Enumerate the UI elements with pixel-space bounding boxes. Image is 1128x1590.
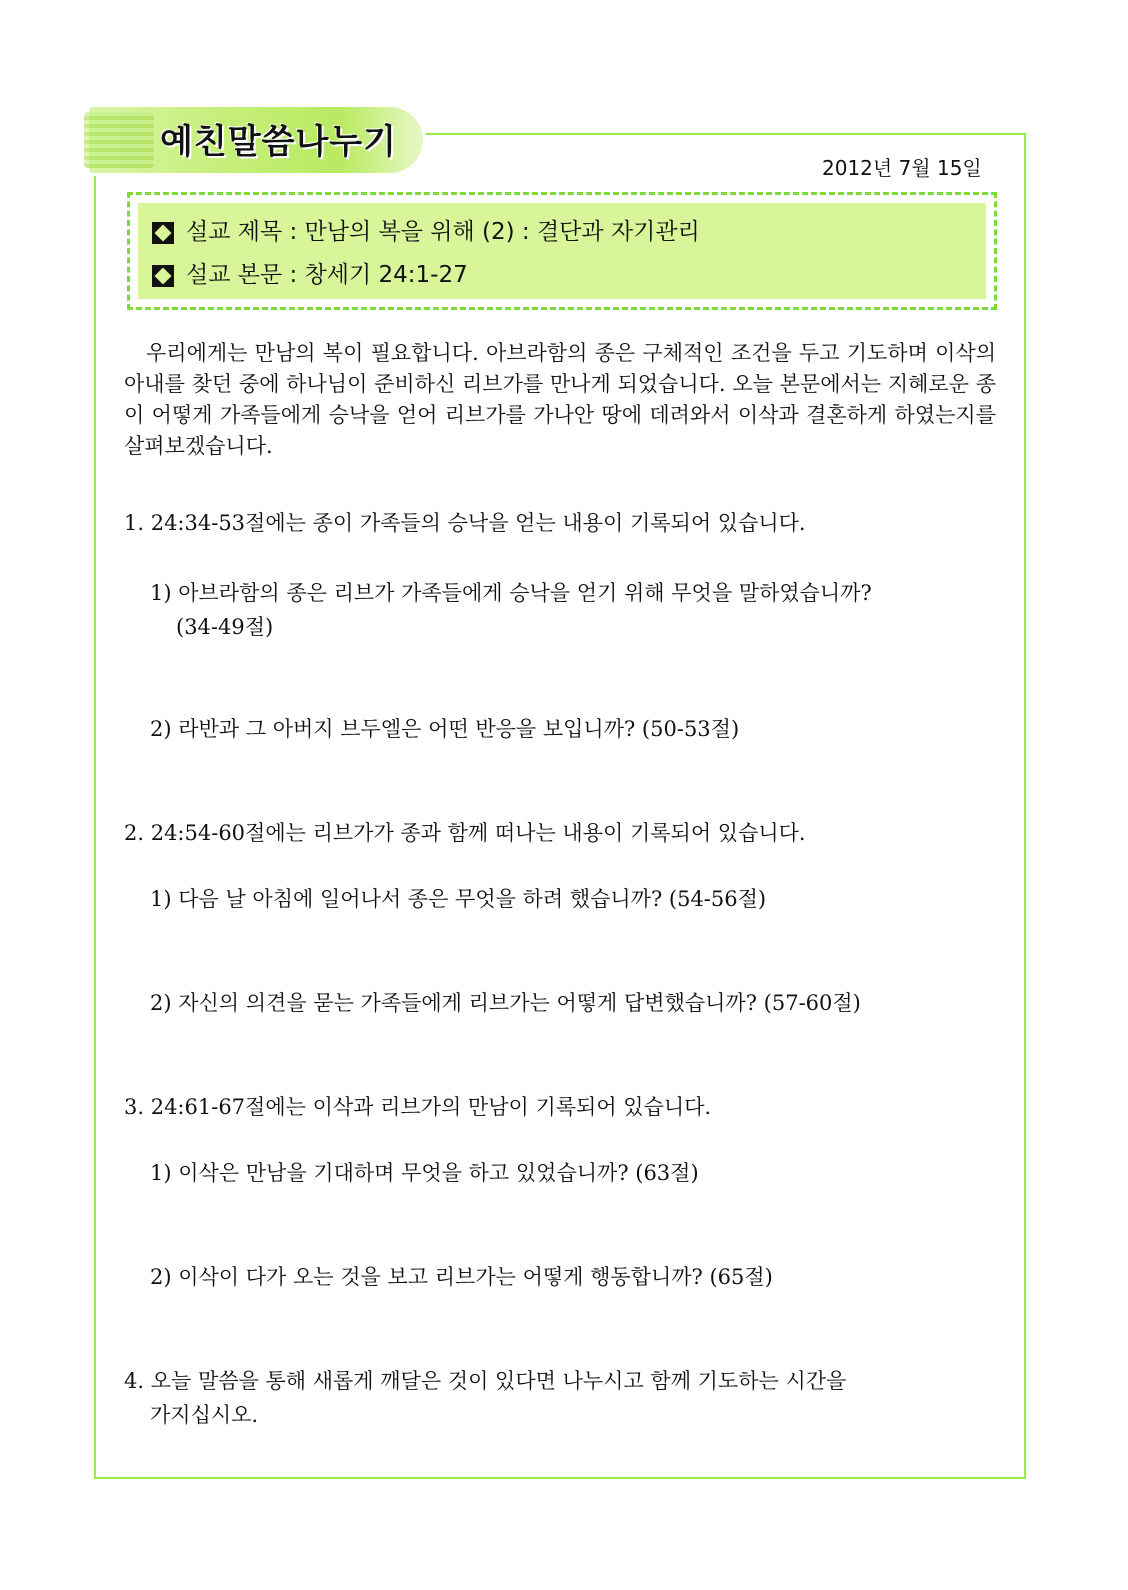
page-title: 예친말씀나누기	[160, 122, 397, 162]
sermon-text-text: 설교 본문 : 창세기 24:1-27	[186, 262, 468, 288]
sermon-title-text: 설교 제목 : 만남의 복을 위해 (2) : 결단과 자기관리	[186, 219, 700, 245]
question-2-heading: 2. 24:54-60절에는 리브가가 종과 함께 떠나는 내용이 기록되어 있습니다.	[124, 821, 806, 845]
question-4-heading: 4. 오늘 말씀을 통해 새롭게 깨달은 것이 있다면 나누시고 함께 기도하는 시간을	[124, 1369, 847, 1393]
question-3-2: 2) 이삭이 다가 오는 것을 보고 리브가는 어떻게 행동합니까? (65절)	[150, 1265, 773, 1289]
diamond-bullet-icon	[152, 222, 174, 244]
question-1-1: 1) 아브라함의 종은 리브가 가족들에게 승낙을 얻기 위해 무엇을 말하였습니까?	[150, 581, 872, 605]
question-1-2: 2) 라반과 그 아버지 브두엘은 어떤 반응을 보입니까? (50-53절)	[150, 717, 740, 741]
sermon-title-line	[148, 211, 976, 254]
question-2-2: 2) 자신의 의견을 묻는 가족들에게 리브가는 어떻게 답변했습니까? (57-60절)	[150, 991, 861, 1015]
sermon-info-inner	[138, 203, 986, 299]
question-4-continuation: 가지십시오.	[150, 1403, 259, 1427]
intro-paragraph: 우리에게는 만남의 복이 필요합니다. 아브라함의 종은 구체적인 조건을 두고 기도하며 이삭의 아내를 찾던 중에 하나님이 준비하신 리브가를 만나게 되었습니다. 오늘 본문에서는 지혜로운 종이 어떻게 가족들에게 승낙을 얻어 리브가를 가나안 땅에 데려와서 이삭과 결혼하게 하였는지를 살펴보겠습니다.	[124, 341, 996, 458]
question-3-heading: 3. 24:61-67절에는 이삭과 리브가의 만남이 기록되어 있습니다.	[124, 1095, 712, 1119]
sermon-text-line	[148, 254, 976, 297]
sermon-info-box	[127, 192, 997, 310]
body-content	[124, 338, 996, 1427]
question-2-1: 1) 다음 날 아침에 일어나서 종은 무엇을 하려 했습니까? (54-56절)	[150, 887, 767, 911]
question-1-heading: 1. 24:34-53절에는 종이 가족들의 승낙을 얻는 내용이 기록되어 있습니다.	[124, 511, 806, 535]
question-1-1-verses: (34-49절)	[176, 615, 274, 639]
question-3-1: 1) 이삭은 만남을 기대하며 무엇을 하고 있었습니까? (63절)	[150, 1161, 699, 1185]
diamond-bullet-icon	[152, 265, 174, 287]
date-label: 2012년 7월 15일	[822, 156, 982, 180]
